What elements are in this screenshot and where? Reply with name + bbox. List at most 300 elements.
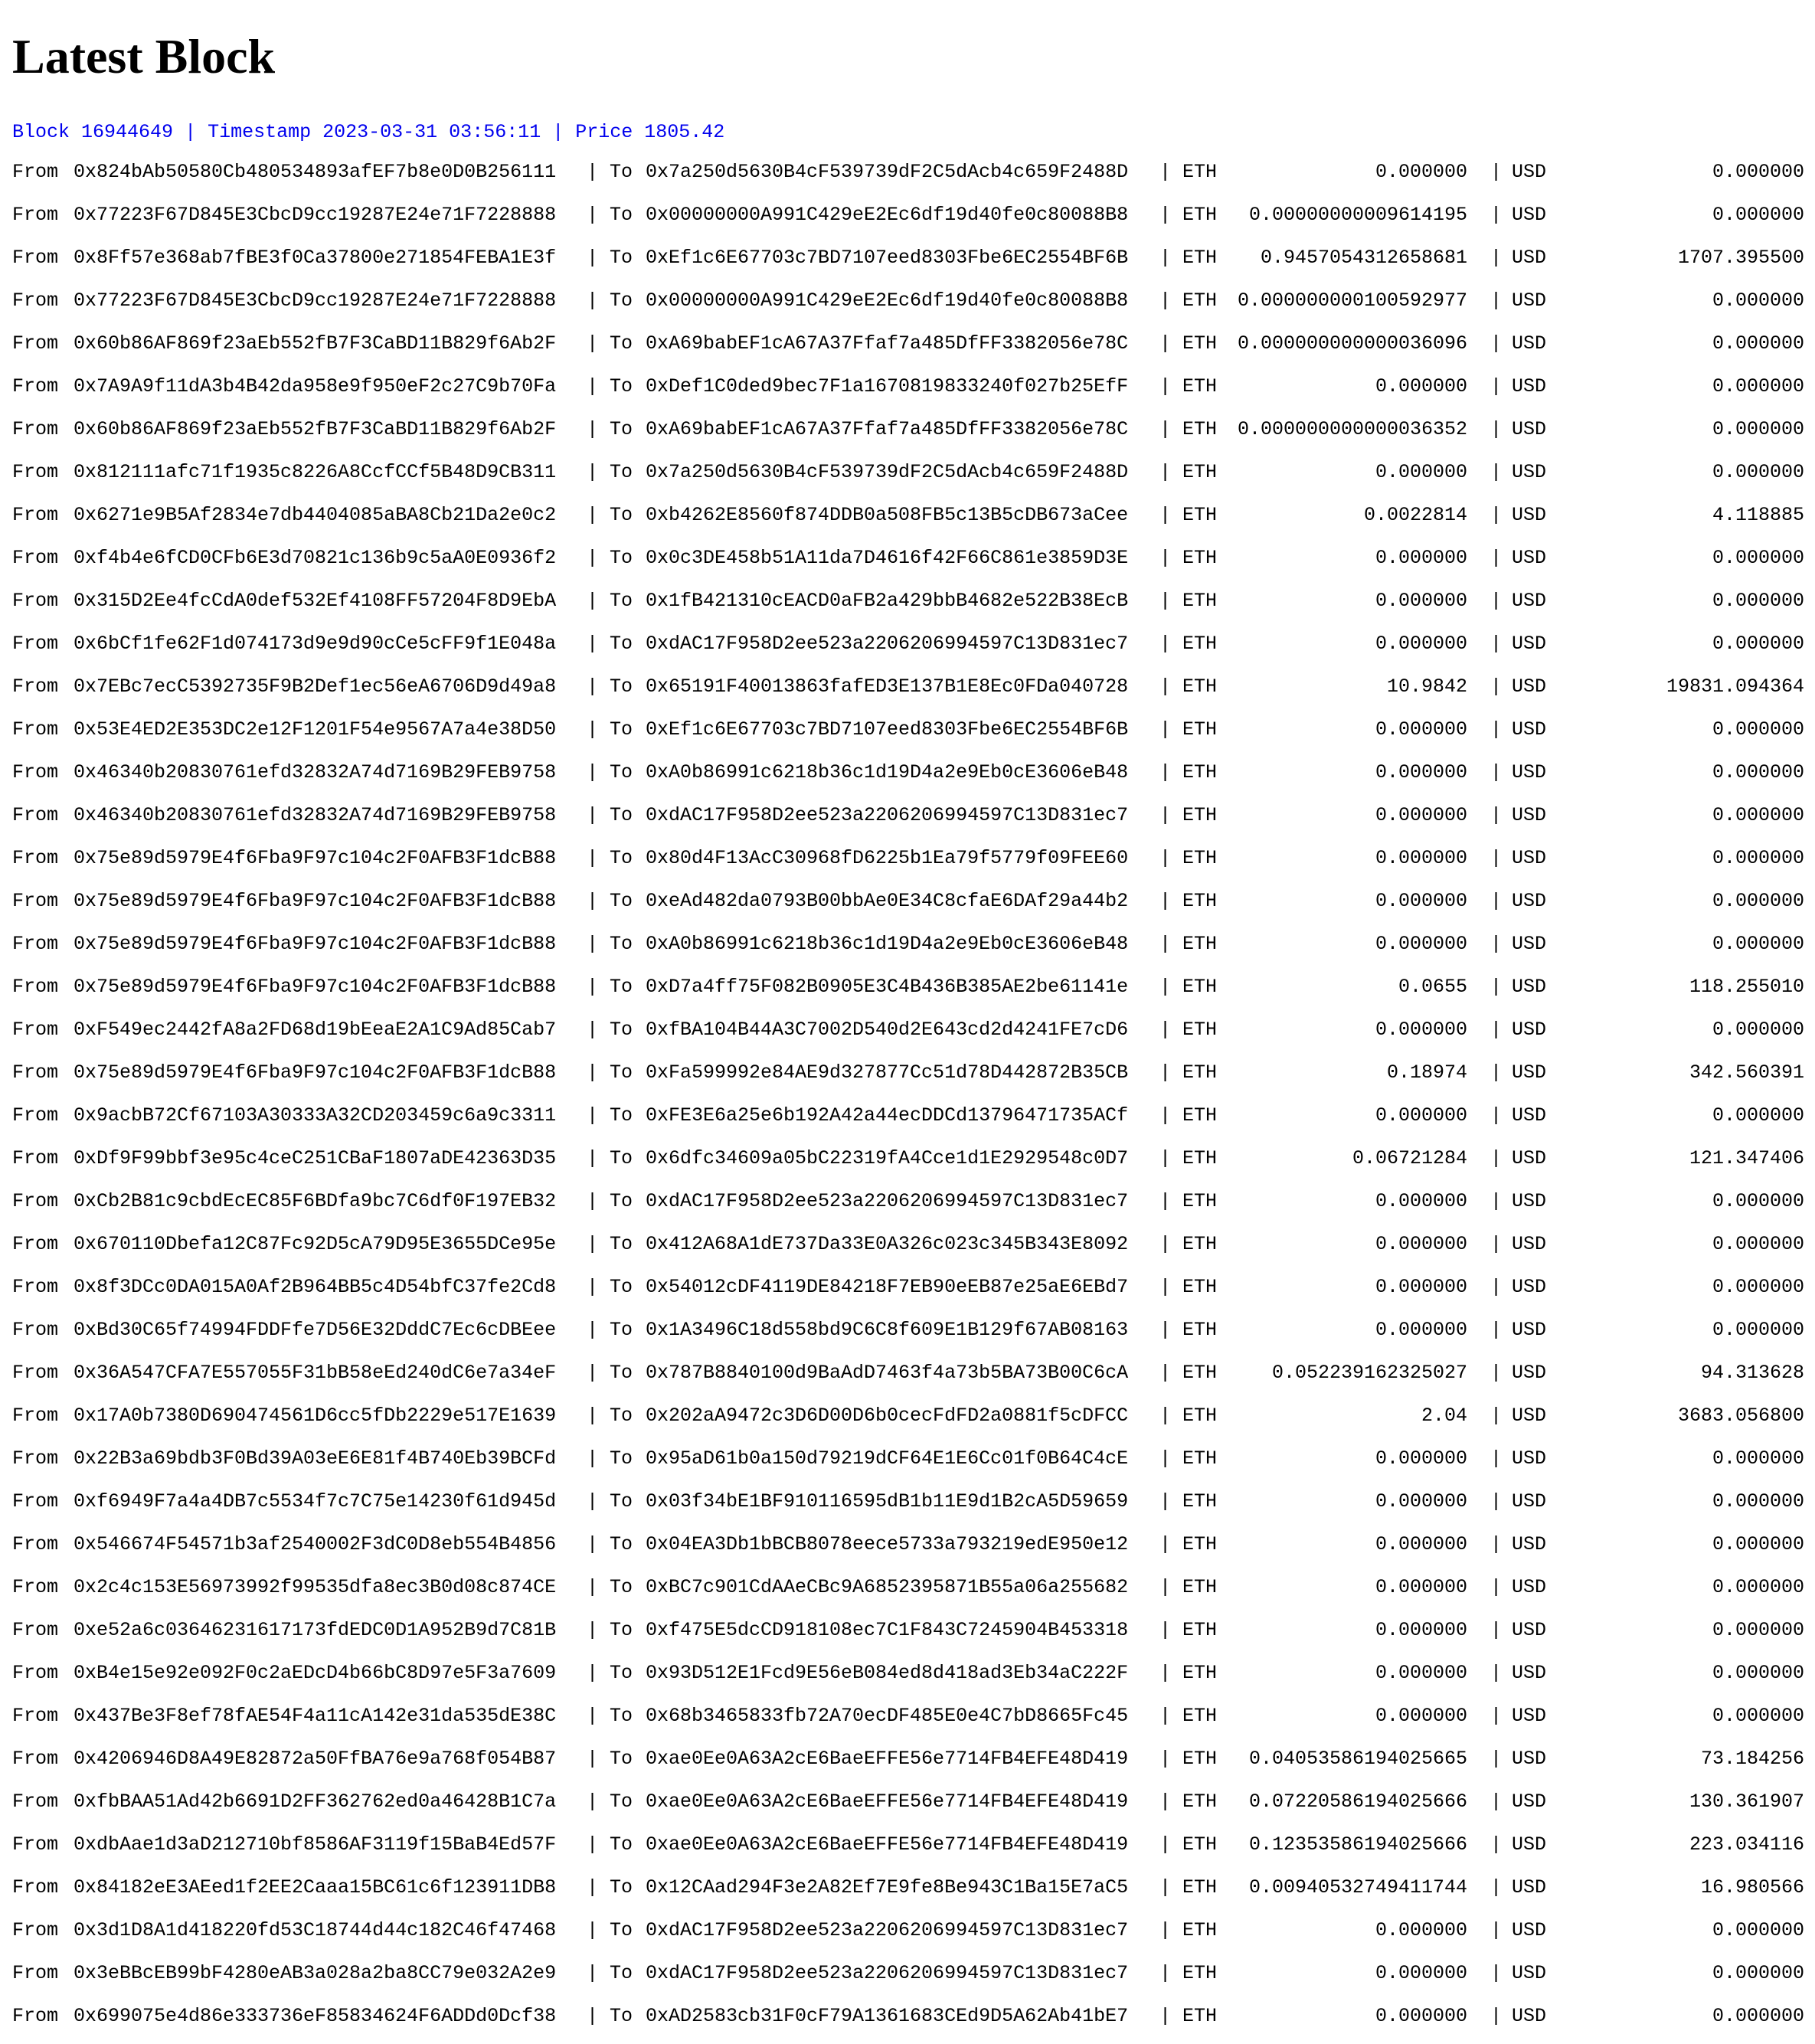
to-label: To: [610, 804, 633, 826]
from-address: 0x22B3a69bdb3F0Bd39A03eE6E81f4B740Eb39BCFd: [74, 1447, 557, 1470]
to-label: To: [610, 1833, 633, 1856]
from-address: 0x3eBBcEB99bF4280eAB3a028a2ba8CC79e032A2e9: [74, 1962, 557, 1984]
from-label: From: [12, 1319, 59, 1341]
column-separator: |: [1490, 1276, 1503, 1298]
timestamp-label: Timestamp: [208, 121, 312, 143]
to-label: To: [610, 1791, 633, 1813]
transaction-row: [12, 1572, 1804, 1615]
column-separator: |: [1490, 1405, 1503, 1427]
eth-label: ETH: [1182, 1576, 1218, 1598]
block-number: 16944649: [81, 121, 174, 143]
eth-amount: 0.0022814: [1363, 504, 1467, 526]
usd-amount: 1707.395500: [1677, 247, 1804, 269]
from-address: 0x9acbB72Cf67103A30333A32CD203459c6a9c3311: [74, 1104, 557, 1127]
to-label: To: [610, 1276, 633, 1298]
to-label: To: [610, 1490, 633, 1513]
from-address: 0x812111afc71f1935c8226A8CcfCCf5B48D9CB311: [74, 461, 557, 483]
column-separator: |: [587, 933, 599, 955]
transaction-row: [12, 672, 1804, 715]
usd-label: USD: [1512, 590, 1547, 612]
to-label: To: [610, 1190, 633, 1212]
from-address: 0x4206946D8A49E82872a50FfBA76e9a768f054B87: [74, 1748, 557, 1770]
usd-amount: 0.000000: [1712, 461, 1804, 483]
eth-amount: 0.000000: [1375, 1104, 1467, 1127]
eth-amount: 0.000000: [1375, 718, 1467, 741]
column-separator: |: [587, 247, 599, 269]
usd-label: USD: [1512, 761, 1547, 783]
to-label: To: [610, 1147, 633, 1169]
usd-amount: 0.000000: [1712, 1533, 1804, 1555]
transaction-row: [12, 1787, 1804, 1830]
usd-label: USD: [1512, 1833, 1547, 1856]
to-label: To: [610, 1962, 633, 1984]
column-separator: |: [587, 289, 599, 312]
eth-amount: 0.000000: [1375, 847, 1467, 869]
usd-amount: 0.000000: [1712, 847, 1804, 869]
from-label: From: [12, 1233, 59, 1255]
from-label: From: [12, 289, 59, 312]
from-address: 0x75e89d5979E4f6Fba9F97c104c2F0AFB3F1dcB88: [74, 890, 557, 912]
eth-label: ETH: [1182, 332, 1218, 355]
to-address: 0xeAd482da0793B00bbAe0E34C8cfaE6DAf29a44b2: [646, 890, 1129, 912]
eth-label: ETH: [1182, 461, 1218, 483]
column-separator: |: [587, 675, 599, 698]
column-separator: |: [1159, 289, 1172, 312]
column-separator: |: [587, 1019, 599, 1041]
to-address: 0x202aA9472c3D6D00D6b0cecFdFD2a0881f5cDFCC: [646, 1405, 1129, 1427]
transaction-row: [12, 200, 1804, 243]
from-label: From: [12, 204, 59, 226]
column-separator: |: [1159, 204, 1172, 226]
price-label: Price: [575, 121, 633, 143]
from-label: From: [12, 1876, 59, 1898]
usd-amount: 73.184256: [1700, 1748, 1804, 1770]
transaction-row: [12, 1401, 1804, 1444]
to-label: To: [610, 1319, 633, 1341]
column-separator: |: [587, 1962, 599, 1984]
to-address: 0xdAC17F958D2ee523a2206206994597C13D831ec7: [646, 1919, 1129, 1941]
to-label: To: [610, 675, 633, 698]
usd-amount: 0.000000: [1712, 1319, 1804, 1341]
eth-label: ETH: [1182, 1147, 1218, 1169]
column-separator: |: [1490, 804, 1503, 826]
transaction-row: [12, 1444, 1804, 1486]
to-address: 0xFa599992e84AE9d327877Cc51d78D442872B35CB: [646, 1061, 1129, 1084]
usd-amount: 0.000000: [1712, 633, 1804, 655]
column-separator: |: [1159, 1104, 1172, 1127]
usd-amount: 0.000000: [1712, 1104, 1804, 1127]
eth-label: ETH: [1182, 976, 1218, 998]
to-address: 0xFE3E6a25e6b192A42a44ecDDCd13796471735ACf: [646, 1104, 1129, 1127]
transaction-row: [12, 329, 1804, 371]
from-address: 0x437Be3F8ef78fAE54F4a11cA142e31da535dE38C: [74, 1705, 557, 1727]
to-label: To: [610, 890, 633, 912]
to-address: 0x1A3496C18d558bd9C6C8f609E1B129f67AB08163: [646, 1319, 1129, 1341]
usd-amount: 0.000000: [1712, 1619, 1804, 1641]
eth-amount: 0.000000: [1375, 933, 1467, 955]
eth-label: ETH: [1182, 933, 1218, 955]
usd-label: USD: [1512, 375, 1547, 397]
eth-label: ETH: [1182, 2005, 1218, 2027]
usd-label: USD: [1512, 204, 1547, 226]
usd-label: USD: [1512, 1490, 1547, 1513]
to-label: To: [610, 1447, 633, 1470]
column-separator: |: [1490, 1019, 1503, 1041]
column-separator: |: [1159, 1705, 1172, 1727]
from-address: 0x2c4c153E56973992f99535dfa8ec3B0d08c874CE: [74, 1576, 557, 1598]
usd-label: USD: [1512, 1104, 1547, 1127]
column-separator: |: [1490, 1190, 1503, 1212]
column-separator: |: [1490, 1705, 1503, 1727]
column-separator: |: [1490, 1791, 1503, 1813]
eth-amount: 0.12353586194025666: [1248, 1833, 1467, 1856]
from-address: 0x46340b20830761efd32832A74d7169B29FEB9758: [74, 761, 557, 783]
eth-label: ETH: [1182, 1362, 1218, 1384]
column-separator: |: [1490, 761, 1503, 783]
to-label: To: [610, 2005, 633, 2027]
column-separator: |: [1490, 1833, 1503, 1856]
to-address: 0x04EA3Db1bBCB8078eece5733a793219edE950e12: [646, 1533, 1129, 1555]
from-label: From: [12, 161, 59, 183]
from-address: 0x36A547CFA7E557055F31bB58eEd240dC6e7a34eF: [74, 1362, 557, 1384]
column-separator: |: [587, 1276, 599, 1298]
column-separator: |: [587, 1490, 599, 1513]
usd-label: USD: [1512, 1876, 1547, 1898]
from-label: From: [12, 890, 59, 912]
eth-label: ETH: [1182, 375, 1218, 397]
eth-label: ETH: [1182, 1791, 1218, 1813]
transaction-row: [12, 1486, 1804, 1529]
column-separator: |: [1159, 504, 1172, 526]
column-separator: |: [587, 761, 599, 783]
eth-amount: 0.000000: [1375, 590, 1467, 612]
from-address: 0x315D2Ee4fcCdA0def532Ef4108FF57204F8D9EbA: [74, 590, 557, 612]
usd-amount: 0.000000: [1712, 1490, 1804, 1513]
column-separator: |: [1159, 461, 1172, 483]
to-label: To: [610, 1362, 633, 1384]
eth-amount: 0.000000: [1375, 1233, 1467, 1255]
from-address: 0xF549ec2442fA8a2FD68d19bEeaE2A1C9Ad85Cab7: [74, 1019, 557, 1041]
usd-amount: 121.347406: [1689, 1147, 1804, 1169]
column-separator: |: [1159, 1190, 1172, 1212]
usd-label: USD: [1512, 1791, 1547, 1813]
column-separator: |: [587, 204, 599, 226]
to-address: 0x7a250d5630B4cF539739dF2C5dAcb4c659F2488D: [646, 161, 1129, 183]
eth-amount: 0.00940532749411744: [1248, 1876, 1467, 1898]
column-separator: |: [1490, 1962, 1503, 1984]
column-separator: |: [1159, 1276, 1172, 1298]
column-separator: |: [587, 375, 599, 397]
usd-amount: 0.000000: [1712, 933, 1804, 955]
column-separator: |: [1490, 289, 1503, 312]
usd-label: USD: [1512, 247, 1547, 269]
from-address: 0x75e89d5979E4f6Fba9F97c104c2F0AFB3F1dcB88: [74, 847, 557, 869]
to-label: To: [610, 761, 633, 783]
usd-label: USD: [1512, 161, 1547, 183]
column-separator: |: [1490, 933, 1503, 955]
column-separator: |: [587, 633, 599, 655]
transaction-row: [12, 1701, 1804, 1744]
from-label: From: [12, 1533, 59, 1555]
usd-label: USD: [1512, 1362, 1547, 1384]
column-separator: |: [1159, 890, 1172, 912]
usd-label: USD: [1512, 1962, 1547, 1984]
to-address: 0x65191F40013863fafED3E137B1E8Ec0FDa040728: [646, 675, 1129, 698]
eth-amount: 0.9457054312658681: [1260, 247, 1467, 269]
to-label: To: [610, 1405, 633, 1427]
from-label: From: [12, 1362, 59, 1384]
usd-amount: 0.000000: [1712, 375, 1804, 397]
to-address: 0x80d4F13AcC30968fD6225b1Ea79f5779f09FEE60: [646, 847, 1129, 869]
column-separator: |: [587, 1190, 599, 1212]
eth-label: ETH: [1182, 1104, 1218, 1127]
column-separator: |: [587, 976, 599, 998]
eth-amount: 0.000000000100592977: [1237, 289, 1467, 312]
column-separator: |: [1490, 161, 1503, 183]
column-separator: |: [1490, 675, 1503, 698]
column-separator: |: [1159, 1876, 1172, 1898]
transaction-list: [12, 157, 1804, 2044]
from-address: 0x77223F67D845E3CbcD9cc19287E24e71F7228888: [74, 289, 557, 312]
column-separator: |: [587, 1919, 599, 1941]
to-address: 0xae0Ee0A63A2cE6BaeEFFE56e7714FB4EFE48D419: [646, 1791, 1129, 1813]
usd-label: USD: [1512, 1533, 1547, 1555]
to-address: 0x54012cDF4119DE84218F7EB90eEB87e25aE6EBd7: [646, 1276, 1129, 1298]
page-title: Latest Block: [12, 29, 276, 83]
column-separator: |: [1490, 332, 1503, 355]
to-address: 0xdAC17F958D2ee523a2206206994597C13D831ec7: [646, 804, 1129, 826]
column-separator: |: [1159, 547, 1172, 569]
column-separator: |: [1159, 633, 1172, 655]
column-separator: |: [587, 161, 599, 183]
transaction-row: [12, 1658, 1804, 1701]
from-address: 0x46340b20830761efd32832A74d7169B29FEB9758: [74, 804, 557, 826]
column-separator: |: [587, 1147, 599, 1169]
from-label: From: [12, 1405, 59, 1427]
column-separator: |: [1159, 1576, 1172, 1598]
transaction-row: [12, 1830, 1804, 1872]
usd-amount: 94.313628: [1700, 1362, 1804, 1384]
eth-label: ETH: [1182, 675, 1218, 698]
to-label: To: [610, 1919, 633, 1941]
to-label: To: [610, 161, 633, 183]
column-separator: |: [1159, 1533, 1172, 1555]
usd-amount: 0.000000: [1712, 332, 1804, 355]
column-separator: |: [1159, 933, 1172, 955]
eth-label: ETH: [1182, 1748, 1218, 1770]
usd-amount: 0.000000: [1712, 890, 1804, 912]
column-separator: |: [1159, 1748, 1172, 1770]
usd-label: USD: [1512, 1276, 1547, 1298]
to-label: To: [610, 1019, 633, 1041]
from-address: 0xfbBAA51Ad42b6691D2FF362762ed0a46428B1C7a: [74, 1791, 557, 1813]
column-separator: |: [1490, 1748, 1503, 1770]
to-address: 0xDef1C0ded9bec7F1a1670819833240f027b25EfF: [646, 375, 1129, 397]
from-label: From: [12, 633, 59, 655]
eth-amount: 0.000000: [1375, 804, 1467, 826]
to-label: To: [610, 1748, 633, 1770]
column-separator: |: [587, 1319, 599, 1341]
eth-label: ETH: [1182, 1833, 1218, 1856]
from-address: 0x7EBc7ecC5392735F9B2Def1ec56eA6706D9d49a8: [74, 675, 557, 698]
eth-amount: 0.000000: [1375, 161, 1467, 183]
eth-amount: 10.9842: [1386, 675, 1467, 698]
usd-label: USD: [1512, 1705, 1547, 1727]
from-label: From: [12, 1705, 59, 1727]
column-separator: |: [1490, 718, 1503, 741]
transaction-row: [12, 1615, 1804, 1658]
from-address: 0x75e89d5979E4f6Fba9F97c104c2F0AFB3F1dcB88: [74, 933, 557, 955]
from-address: 0x84182eE3AEed1f2EE2Caaa15BC61c6f123911DB8: [74, 1876, 557, 1898]
from-label: From: [12, 1104, 59, 1127]
column-separator: |: [1490, 976, 1503, 998]
eth-label: ETH: [1182, 1061, 1218, 1084]
column-separator: |: [1490, 1233, 1503, 1255]
from-label: From: [12, 1791, 59, 1813]
usd-label: USD: [1512, 1662, 1547, 1684]
column-separator: |: [1159, 1447, 1172, 1470]
to-label: To: [610, 204, 633, 226]
eth-amount: 0.07220586194025666: [1248, 1791, 1467, 1813]
column-separator: |: [587, 332, 599, 355]
eth-label: ETH: [1182, 289, 1218, 312]
to-label: To: [610, 1533, 633, 1555]
usd-label: USD: [1512, 504, 1547, 526]
from-label: From: [12, 976, 59, 998]
transaction-row: [12, 586, 1804, 629]
from-address: 0x77223F67D845E3CbcD9cc19287E24e71F7228888: [74, 204, 557, 226]
column-separator: |: [587, 804, 599, 826]
from-label: From: [12, 1619, 59, 1641]
transaction-row: [12, 414, 1804, 457]
eth-amount: 0.18974: [1386, 1061, 1467, 1084]
usd-amount: 0.000000: [1712, 761, 1804, 783]
column-separator: |: [1490, 247, 1503, 269]
eth-amount: 0.000000: [1375, 1447, 1467, 1470]
to-label: To: [610, 1662, 633, 1684]
eth-label: ETH: [1182, 247, 1218, 269]
from-address: 0xf6949F7a4a4DB7c5534f7c7C75e14230f61d945d: [74, 1490, 557, 1513]
eth-label: ETH: [1182, 1662, 1218, 1684]
usd-label: USD: [1512, 1190, 1547, 1212]
eth-label: ETH: [1182, 1919, 1218, 1941]
eth-amount: 0.000000: [1375, 1319, 1467, 1341]
transaction-row: [12, 457, 1804, 500]
column-separator: |: [1490, 1490, 1503, 1513]
eth-label: ETH: [1182, 890, 1218, 912]
to-label: To: [610, 933, 633, 955]
to-address: 0xdAC17F958D2ee523a2206206994597C13D831ec7: [646, 1962, 1129, 1984]
to-address: 0xEf1c6E67703c7BD7107eed8303Fbe6EC2554BF6B: [646, 718, 1129, 741]
to-label: To: [610, 1233, 633, 1255]
eth-amount: 0.000000: [1375, 1276, 1467, 1298]
to-label: To: [610, 547, 633, 569]
column-separator: |: [1159, 161, 1172, 183]
usd-label: USD: [1512, 933, 1547, 955]
column-separator: |: [587, 418, 599, 440]
from-address: 0xB4e15e92e092F0c2aEDcD4b66bC8D97e5F3a7609: [74, 1662, 557, 1684]
column-separator: |: [1159, 1833, 1172, 1856]
from-address: 0x546674F54571b3af2540002F3dC0D8eb554B4856: [74, 1533, 557, 1555]
column-separator: |: [587, 1833, 599, 1856]
usd-label: USD: [1512, 976, 1547, 998]
usd-label: USD: [1512, 1405, 1547, 1427]
eth-amount: 0.000000: [1375, 1919, 1467, 1941]
usd-amount: 0.000000: [1712, 1276, 1804, 1298]
usd-label: USD: [1512, 1447, 1547, 1470]
usd-amount: 0.000000: [1712, 161, 1804, 183]
column-separator: |: [1159, 1319, 1172, 1341]
eth-amount: 0.000000: [1375, 1533, 1467, 1555]
transaction-row: [12, 500, 1804, 543]
to-address: 0xBC7c901CdAAeCBc9A6852395871B55a06a255682: [646, 1576, 1129, 1598]
to-address: 0x00000000A991C429eE2Ec6df19d40fe0c80088B8: [646, 289, 1129, 312]
usd-label: USD: [1512, 289, 1547, 312]
usd-label: USD: [1512, 1147, 1547, 1169]
eth-amount: 0.000000: [1375, 2005, 1467, 2027]
from-address: 0x8Ff57e368ab7fBE3f0Ca37800e271854FEBA1E3f: [74, 247, 557, 269]
usd-amount: 342.560391: [1689, 1061, 1804, 1084]
usd-amount: 118.255010: [1689, 976, 1804, 998]
transaction-row: [12, 1100, 1804, 1143]
eth-label: ETH: [1182, 1019, 1218, 1041]
usd-label: USD: [1512, 418, 1547, 440]
column-separator: |: [587, 1576, 599, 1598]
eth-amount: 0.000000: [1375, 1190, 1467, 1212]
column-separator: |: [1159, 375, 1172, 397]
eth-label: ETH: [1182, 1233, 1218, 1255]
from-address: 0x824bAb50580Cb480534893afEF7b8e0D0B256111: [74, 161, 557, 183]
to-label: To: [610, 1705, 633, 1727]
eth-label: ETH: [1182, 718, 1218, 741]
from-address: 0x60b86AF869f23aEb552fB7F3CaBD11B829f6Ab2F: [74, 332, 557, 355]
from-address: 0xDf9F99bbf3e95c4ceC251CBaF1807aDE42363D35: [74, 1147, 557, 1169]
to-address: 0xdAC17F958D2ee523a2206206994597C13D831ec7: [646, 633, 1129, 655]
from-address: 0x8f3DCc0DA015A0Af2B964BB5c4D54bfC37fe2Cd8: [74, 1276, 557, 1298]
eth-amount: 0.04053586194025665: [1248, 1748, 1467, 1770]
usd-label: USD: [1512, 1233, 1547, 1255]
usd-amount: 0.000000: [1712, 1662, 1804, 1684]
transaction-row: [12, 800, 1804, 843]
to-address: 0xA0b86991c6218b36c1d19D4a2e9Eb0cE3606eB48: [646, 933, 1129, 955]
column-separator: |: [1159, 675, 1172, 698]
column-separator: |: [1159, 718, 1172, 741]
from-address: 0xBd30C65f74994FDDFfe7D56E32DddC7Ec6cDBEee: [74, 1319, 557, 1341]
from-label: From: [12, 1490, 59, 1513]
column-separator: |: [1490, 547, 1503, 569]
transaction-row: [12, 157, 1804, 200]
from-label: From: [12, 1919, 59, 1941]
eth-label: ETH: [1182, 1405, 1218, 1427]
eth-amount: 0.000000: [1375, 1576, 1467, 1598]
eth-amount: 0.000000: [1375, 761, 1467, 783]
transaction-row: [12, 1872, 1804, 1915]
column-separator: |: [1490, 1876, 1503, 1898]
transaction-row: [12, 972, 1804, 1015]
column-separator: |: [1159, 1619, 1172, 1641]
to-address: 0x12CAad294F3e2A82Ef7E9fe8Be943C1Ba15E7aC5: [646, 1876, 1129, 1898]
usd-amount: 4.118885: [1712, 504, 1804, 526]
eth-label: ETH: [1182, 504, 1218, 526]
transaction-row: [12, 1958, 1804, 2001]
to-address: 0x0c3DE458b51A11da7D4616f42F66C861e3859D3E: [646, 547, 1129, 569]
block-info-line[interactable]: [12, 117, 724, 148]
from-label: From: [12, 1190, 59, 1212]
usd-label: USD: [1512, 1919, 1547, 1941]
column-separator: |: [1490, 461, 1503, 483]
to-address: 0xD7a4ff75F082B0905E3C4B436B385AE2be61141e: [646, 976, 1129, 998]
usd-amount: 0.000000: [1712, 1233, 1804, 1255]
